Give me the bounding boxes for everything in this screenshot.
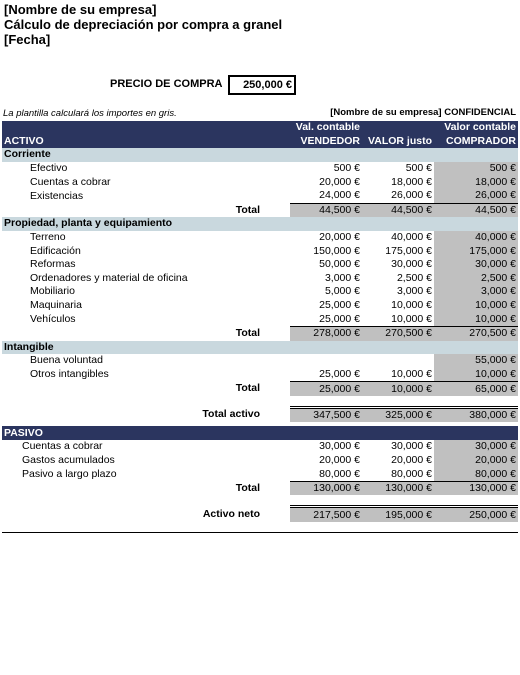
row-label: Cuentas a cobrar <box>30 175 111 188</box>
buyer-total: 44,500 € <box>434 203 518 217</box>
spacer-row <box>2 396 518 408</box>
section-propiedad <box>2 217 518 231</box>
activo-neto-label: Activo neto <box>202 507 260 520</box>
total-label: Total <box>235 326 260 339</box>
buyer-cell: 10,000 € <box>434 368 518 382</box>
section-corriente <box>2 148 518 162</box>
buyer-cell: 30,000 € <box>434 258 518 272</box>
buyer-cell: 18,000 € <box>434 175 518 189</box>
total-row <box>2 203 518 217</box>
sheet-date: [Fecha] <box>4 32 51 47</box>
fair-cell[interactable]: 20,000 € <box>391 453 432 466</box>
buyer-total: 65,000 € <box>434 382 518 396</box>
fair-total: 44,500 € <box>362 203 434 217</box>
depreciation-table <box>2 121 518 522</box>
table-row <box>2 454 518 468</box>
row-label: Efectivo <box>30 162 68 175</box>
buyer-total: 130,000 € <box>434 481 518 495</box>
seller-cell[interactable]: 80,000 € <box>319 467 360 480</box>
total-label: Total <box>235 382 260 395</box>
seller-cell[interactable]: 150,000 € <box>313 244 360 257</box>
seller-cell[interactable]: 500 € <box>333 162 360 175</box>
buyer-cell: 3,000 € <box>434 285 518 299</box>
fair-total: 10,000 € <box>362 382 434 396</box>
row-label: Mobiliario <box>30 285 75 298</box>
buyer-cell: 30,000 € <box>434 440 518 454</box>
row-label: Cuentas a cobrar <box>22 440 103 453</box>
fair-cell[interactable]: 175,000 € <box>385 244 432 257</box>
activo-heading: ACTIVO <box>2 135 290 149</box>
total-row <box>2 326 518 340</box>
row-label: Reformas <box>30 258 76 271</box>
pasivo-header-row <box>2 426 518 440</box>
table-row <box>2 258 518 272</box>
buyer-cell: 10,000 € <box>434 299 518 313</box>
activo-neto-row <box>2 507 518 522</box>
row-label: Existencias <box>30 189 84 202</box>
template-note: La plantilla calculará los importes en gris. <box>3 108 177 119</box>
fair-cell[interactable]: 3,000 € <box>396 285 432 298</box>
buyer-cell: 2,500 € <box>434 272 518 286</box>
col-fair-value: VALOR justo <box>362 135 434 149</box>
row-label: Vehículos <box>30 312 76 325</box>
table-row <box>2 467 518 481</box>
buyer-activo-neto: 250,000 € <box>434 507 518 522</box>
fair-cell[interactable]: 26,000 € <box>391 189 432 202</box>
buyer-cell: 55,000 € <box>434 354 518 368</box>
fair-activo-neto: 195,000 € <box>362 507 434 522</box>
buyer-cell: 26,000 € <box>434 189 518 203</box>
section-label: Corriente <box>2 148 518 162</box>
col-buyer-line1: Valor contable <box>434 121 518 135</box>
buyer-cell: 175,000 € <box>434 244 518 258</box>
fair-cell[interactable]: 80,000 € <box>391 467 432 480</box>
seller-cell[interactable]: 20,000 € <box>319 453 360 466</box>
seller-cell[interactable]: 25,000 € <box>319 299 360 312</box>
fair-cell[interactable]: 30,000 € <box>391 440 432 453</box>
seller-total: 278,000 € <box>290 326 362 340</box>
seller-total: 130,000 € <box>290 481 362 495</box>
seller-cell[interactable]: 5,000 € <box>324 285 360 298</box>
row-label: Otros intangibles <box>30 368 109 381</box>
table-row <box>2 175 518 189</box>
fair-cell[interactable] <box>362 354 434 368</box>
buyer-cell: 20,000 € <box>434 454 518 468</box>
fair-total: 130,000 € <box>362 481 434 495</box>
table-row <box>2 272 518 286</box>
fair-total-activo: 325,000 € <box>362 407 434 422</box>
row-label: Gastos acumulados <box>22 453 115 466</box>
buyer-cell: 40,000 € <box>434 231 518 245</box>
col-buyer-line2: COMPRADOR <box>434 135 518 149</box>
purchase-price-label: PRECIO DE COMPRA <box>110 78 223 90</box>
seller-cell[interactable]: 20,000 € <box>319 231 360 244</box>
total-label: Total <box>235 481 260 494</box>
buyer-cell: 500 € <box>434 162 518 176</box>
seller-cell[interactable]: 25,000 € <box>319 312 360 325</box>
buyer-total-activo: 380,000 € <box>434 407 518 422</box>
fair-cell[interactable]: 30,000 € <box>391 258 432 271</box>
fair-cell[interactable]: 10,000 € <box>391 367 432 380</box>
fair-cell[interactable]: 10,000 € <box>391 312 432 325</box>
row-label: Edificación <box>30 244 81 257</box>
seller-cell[interactable]: 50,000 € <box>319 258 360 271</box>
fair-cell[interactable]: 2,500 € <box>396 271 432 284</box>
total-row <box>2 382 518 396</box>
seller-total: 25,000 € <box>290 382 362 396</box>
bottom-divider <box>2 532 518 533</box>
fair-cell[interactable]: 40,000 € <box>391 231 432 244</box>
fair-cell[interactable]: 18,000 € <box>391 175 432 188</box>
col-seller-line2: VENDEDOR <box>290 135 362 149</box>
table-row <box>2 189 518 203</box>
seller-total-activo: 347,500 € <box>290 407 362 422</box>
total-row <box>2 481 518 495</box>
table-row <box>2 162 518 176</box>
table-row <box>2 368 518 382</box>
row-label: Pasivo a largo plazo <box>22 467 117 480</box>
seller-cell[interactable]: 3,000 € <box>324 271 360 284</box>
total-activo-row <box>2 407 518 422</box>
sheet-title: Cálculo de depreciación por compra a granel <box>4 17 283 32</box>
buyer-total: 270,500 € <box>434 326 518 340</box>
seller-cell[interactable]: 24,000 € <box>319 189 360 202</box>
total-activo-label: Total activo <box>202 408 260 421</box>
confidential-label: [Nombre de su empresa] CONFIDENCIAL <box>330 107 516 118</box>
table-row <box>2 440 518 454</box>
column-header-row-2 <box>2 135 518 149</box>
seller-total: 44,500 € <box>290 203 362 217</box>
fair-cell[interactable]: 500 € <box>405 162 432 175</box>
pasivo-heading: PASIVO <box>2 426 518 440</box>
seller-cell[interactable]: 25,000 € <box>319 367 360 380</box>
purchase-price-input[interactable]: 250,000 € <box>228 75 296 95</box>
company-name: [Nombre de su empresa] <box>4 2 157 17</box>
section-label: Propiedad, planta y equipamiento <box>2 217 518 231</box>
fair-total: 270,500 € <box>362 326 434 340</box>
fair-cell[interactable]: 10,000 € <box>391 299 432 312</box>
spacer-row <box>2 495 518 507</box>
table-row <box>2 299 518 313</box>
section-label: Intangible <box>2 341 518 355</box>
section-intangible <box>2 341 518 355</box>
buyer-cell: 10,000 € <box>434 312 518 326</box>
col-seller-line1: Val. contable <box>290 121 362 135</box>
row-label: Ordenadores y material de oficina <box>30 271 188 284</box>
total-label: Total <box>235 203 260 216</box>
column-header-row-1 <box>2 121 518 135</box>
row-label: Terreno <box>30 231 66 244</box>
table-row <box>2 244 518 258</box>
seller-cell[interactable]: 20,000 € <box>319 175 360 188</box>
table-row <box>2 354 518 368</box>
seller-cell[interactable]: 30,000 € <box>319 440 360 453</box>
table-row <box>2 231 518 245</box>
seller-activo-neto: 217,500 € <box>290 507 362 522</box>
buyer-cell: 80,000 € <box>434 467 518 481</box>
row-label: Maquinaria <box>30 299 82 312</box>
table-row <box>2 285 518 299</box>
table-row <box>2 312 518 326</box>
seller-cell[interactable] <box>290 354 362 368</box>
row-label: Buena voluntad <box>30 354 103 367</box>
